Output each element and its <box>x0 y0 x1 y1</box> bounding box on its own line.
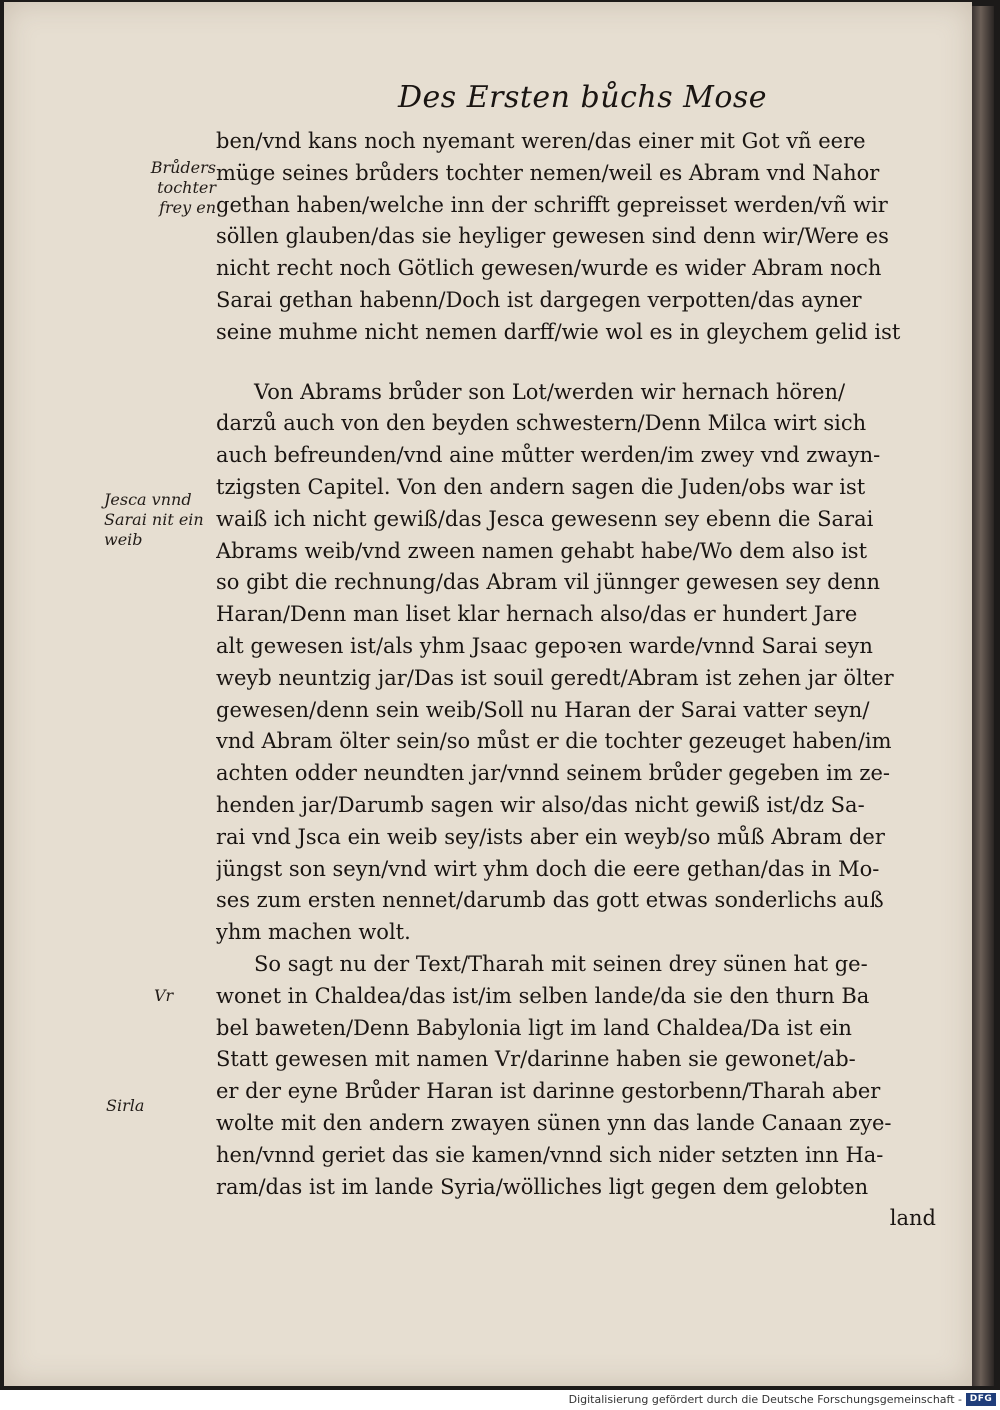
text-line: er der eyne Brůder Haran ist darinne gestorbenn/Tharah aber <box>216 1079 881 1104</box>
text-line: darzů auch von den beyden schwestern/Denn Milca wirt sich <box>216 411 867 436</box>
text-line: yhm machen wolt. <box>216 920 411 945</box>
text-line: auch befreunden/vnd aine můtter werden/im zwey vnd zwayn- <box>216 443 881 468</box>
text-line: alt gewesen ist/als yhm Jsaac gepoꝛen warde/vnnd Sarai seyn <box>216 633 873 658</box>
text-line: gethan haben/welche inn der schrifft gepreisset werden/vñ wir <box>216 192 888 217</box>
text-line: bel baweten/Denn Babylonia ligt im land Chaldea/Da ist ein <box>216 1015 852 1040</box>
text-line: wolte mit den andern zwayen sünen ynn das lande Canaan zye- <box>216 1110 892 1135</box>
margin-note-sirla: Sirla <box>106 1096 145 1115</box>
text-line: Haran/Denn man liset klar hernach also/das er hundert Jare <box>216 602 858 627</box>
dfg-logo: DFG <box>966 1393 996 1406</box>
funding-credit: Digitalisierung gefördert durch die Deutsche Forschungsgemeinschaft - <box>568 1393 962 1406</box>
page-edge-shadow <box>972 6 994 1386</box>
text-line: jüngst son seyn/vnd wirt yhm doch die eere gethan/das in Mo- <box>216 856 880 881</box>
text-line: wonet in Chaldea/das ist/im selben lande/da sie den thurn Ba <box>216 983 870 1008</box>
text-line: tzigsten Capitel. Von den andern sagen die Juden/obs war ist <box>216 474 866 499</box>
text-line: so gibt die rechnung/das Abram vil jünnger gewesen sey denn <box>216 570 881 595</box>
footer-bar <box>0 1390 1000 1410</box>
text-line: ben/vnd kans noch nyemant weren/das einer mit Got vñ eere <box>216 129 866 153</box>
text-line: So sagt nu der Text/Tharah mit seinen drey sünen hat ge- <box>254 951 868 976</box>
text-line: seine muhme nicht nemen darff/wie wol es in gleychem gelid ist <box>216 319 901 344</box>
text-line: söllen glauben/das sie heyliger gewesen sind denn wir/Were es <box>216 224 889 249</box>
text-line: Abrams weib/vnd zween namen gehabt habe/Wo dem also ist <box>216 538 868 563</box>
text-line: rai vnd Jsca ein weib sey/ists aber ein weyb/so můß Abram der <box>216 824 885 849</box>
paragraph-gap <box>216 349 936 377</box>
text-line: Statt gewesen mit namen Vr/darinne haben sie gewonet/ab- <box>216 1047 856 1072</box>
main-text-block <box>216 126 936 1235</box>
margin-note-jesca-sarai: Jesca vnnd Sarai nit ein weib <box>104 490 204 549</box>
text-line: gewesen/denn sein weib/Soll nu Haran der Sarai vatter seyn/ <box>216 697 870 722</box>
text-line: nicht recht noch Götlich gewesen/wurde es wider Abram noch <box>216 256 882 281</box>
text-line: weyb neuntzig jar/Das ist souil geredt/Abram ist zehen jar ölter <box>216 665 894 690</box>
text-line: ram/das ist im lande Syria/wölliches ligt gegen dem gelobten <box>216 1174 869 1199</box>
text-line: waiß ich nicht gewiß/das Jesca gewesenn sey ebenn die Sarai <box>216 506 874 531</box>
margin-note-bruders-tochter: Brůders tochter frey en <box>150 158 216 217</box>
text-line: achten odder neundten jar/vnnd seinem brůder gegeben im ze- <box>216 761 890 786</box>
text-line: Von Abrams brůder son Lot/werden wir hernach hören/ <box>254 379 846 404</box>
text-line: hen/vnnd geriet das sie kamen/vnnd sich nider setzten inn Ha- <box>216 1142 884 1167</box>
text-line: henden jar/Darumb sagen wir also/das nicht gewiß ist/dz Sa- <box>216 792 865 817</box>
text-line: Sarai gethan habenn/Doch ist dargegen verpotten/das ayner <box>216 287 862 312</box>
text-line: vnd Abram ölter sein/so můst er die tochter gezeuget haben/im <box>216 729 892 754</box>
running-head: Des Ersten bůchs Mose <box>398 80 768 115</box>
catchword: land <box>889 1206 936 1231</box>
margin-note-vr: Vr <box>154 986 174 1005</box>
text-line: ses zum ersten nennet/darumb das gott etwas sonderlichs auß <box>216 888 884 913</box>
text-line: müge seines brůders tochter nemen/weil es Abram vnd Nahor <box>216 160 880 185</box>
